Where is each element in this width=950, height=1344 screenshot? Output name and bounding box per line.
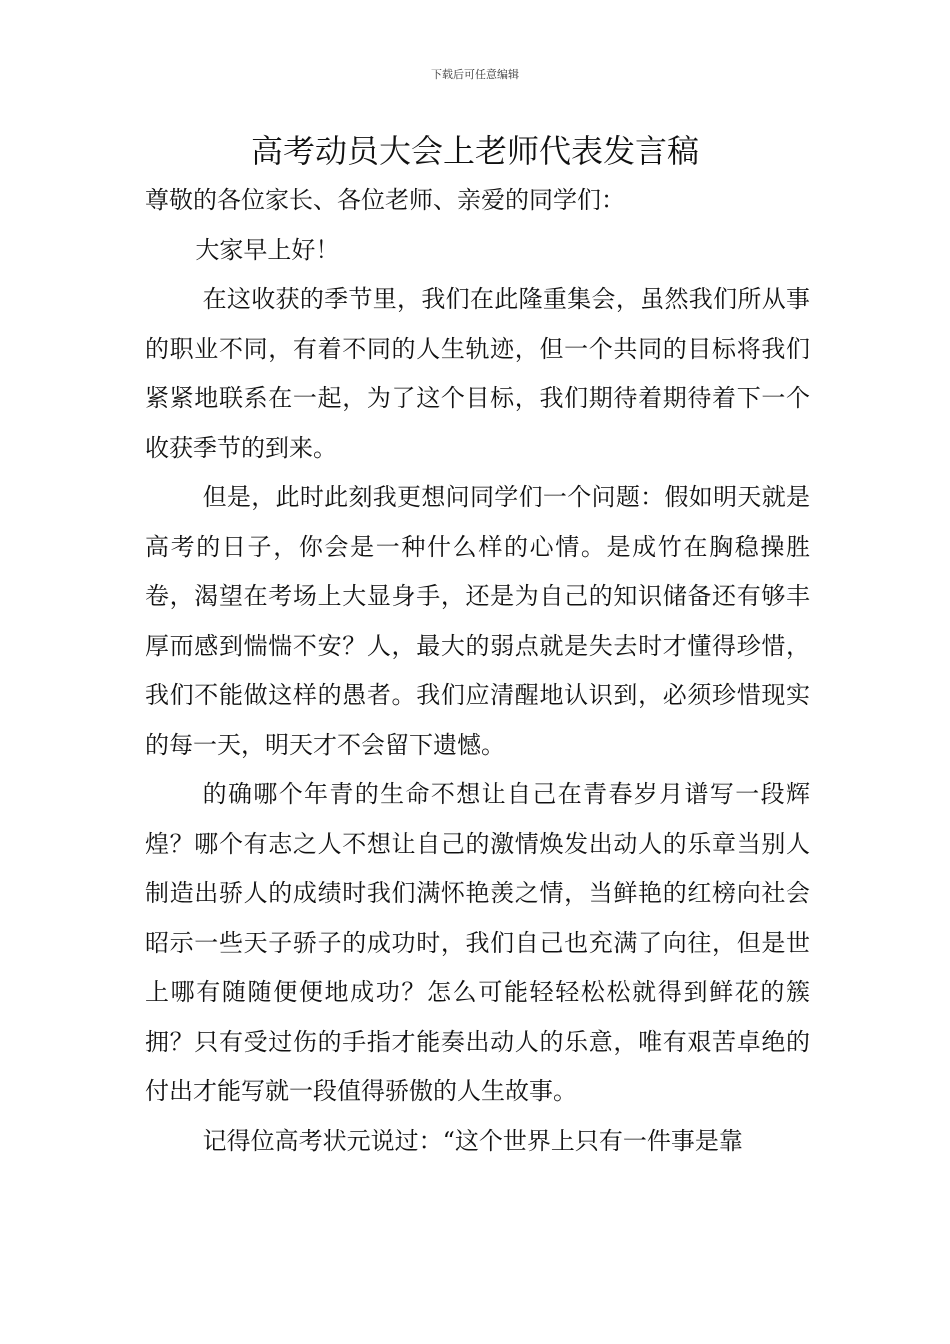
salutation: 尊敬的各位家长、各位老师、亲爱的同学们： bbox=[145, 186, 625, 214]
paragraph: 记得位高考状元说过：“这个世界上只有一件事是靠 bbox=[202, 1126, 743, 1155]
paragraph: 在这收获的季节里，我们在此隆重集会，虽然我们所从事的职业不同，有着不同的人生轨迹，但一个共同的目标将我们紧紧地联系在一起，为了这个目标，我们期待着期待着下一个收获季节的到来。 bbox=[145, 285, 810, 462]
document-body bbox=[145, 176, 810, 1166]
paragraph: 但是，此时此刻我更想问同学们一个问题：假如明天就是高考的日子，你会是一种什么样的心情。是成竹在胸稳操胜卷，渴望在考场上大显身手，还是为自己的知识储备还有够丰厚而感到惴惴不安？人，最大的弱点就是失去时才懂得珍惜，我们不能做这样的愚者。我们应清醒地认识到，必须珍惜现实的每一天，明天才不会留下遗憾。 bbox=[145, 483, 810, 759]
document-title: 高考动员大会上老师代表发言稿 bbox=[250, 132, 699, 170]
paragraph-greeting: 大家早上好！ bbox=[195, 235, 340, 264]
paragraph: 的确哪个年青的生命不想让自己在青春岁月谱写一段辉煌？哪个有志之人不想让自己的激情焕发出动人的乐章当别人制造出骄人的成绩时我们满怀艳羡之情，当鲜艳的红榜向社会昭示一些天子骄子的成功时，我们自己也充满了向往，但是世上哪有随随便便地成功？怎么可能轻轻松松就得到鲜花的簇拥？只有受过伤的手指才能奏出动人的乐意，唯有艰苦卓绝的付出才能写就一段值得骄傲的人生故事。 bbox=[145, 780, 810, 1105]
header-note: 下载后可任意编辑 bbox=[431, 68, 519, 81]
